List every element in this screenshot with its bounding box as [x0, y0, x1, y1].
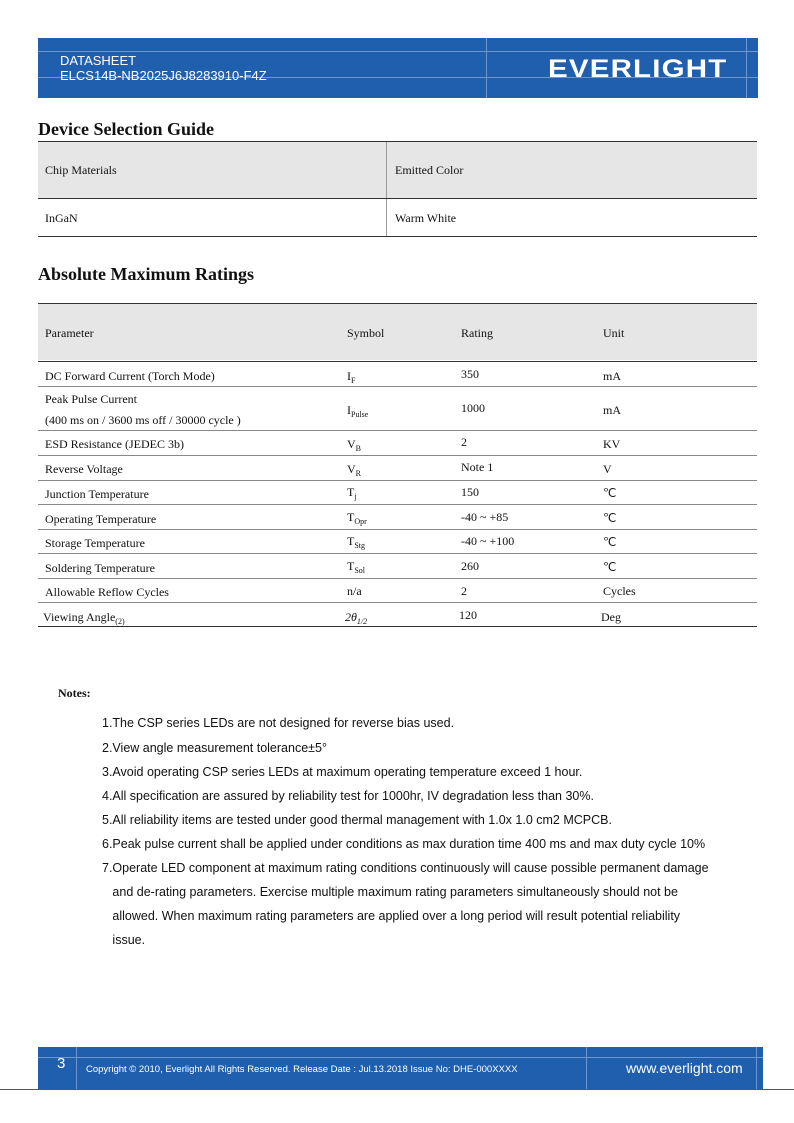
param-cell: ESD Resistance (JEDEC 3b) — [45, 437, 184, 451]
table-rule — [38, 236, 757, 237]
table-rule — [38, 198, 757, 199]
param-cell: Reverse Voltage — [45, 462, 123, 476]
note-item: allowed. When maximum rating parameters are applied over a long period will result potential reliability — [102, 909, 681, 923]
unit-cell: Deg — [601, 610, 621, 624]
param-cell-detail: (400 ms on / 3600 ms off / 30000 cycle ) — [45, 413, 241, 427]
unit-cell: mA — [603, 369, 621, 383]
row-rule — [38, 602, 757, 603]
unit-cell: ℃ — [603, 486, 617, 500]
emitted-color-value: Warm White — [395, 211, 457, 225]
rating-cell: 2 — [461, 435, 467, 449]
unit-cell: ℃ — [603, 511, 617, 525]
section-title-ratings: Absolute Maximum Ratings — [38, 264, 255, 284]
param-cell: Storage Temperature — [45, 536, 145, 550]
unit-cell: ℃ — [603, 535, 617, 549]
symbol-cell: $T_{Sol}$ — [347, 559, 366, 575]
param-cell: Allowable Reflow Cycles — [45, 585, 169, 599]
unit-cell: ℃ — [603, 560, 617, 574]
doc-type: DATASHEET — [60, 53, 137, 68]
note-item: 7.Operate LED component at maximum rating conditions continuously will cause possible permanent damage — [102, 861, 709, 875]
chip-material-value: InGaN — [45, 211, 78, 225]
row-rule — [38, 578, 757, 579]
header-divider — [486, 38, 487, 98]
row-rule — [38, 553, 757, 554]
note-item: 3.Avoid operating CSP series LEDs at maximum operating temperature exceed 1 hour. — [102, 765, 583, 779]
symbol-cell: $2\theta_{1/2}$ — [345, 610, 368, 626]
unit-cell: Cycles — [603, 584, 636, 598]
notes-title: Notes: — [58, 686, 91, 700]
rating-cell: 150 — [461, 485, 479, 499]
header-chip-materials: Chip Materials — [45, 163, 117, 177]
rating-cell: -40 ~ +100 — [461, 534, 515, 548]
unit-cell: KV — [603, 437, 621, 451]
footer-divider — [586, 1047, 587, 1089]
symbol-cell: $I_{Pulse}$ — [347, 403, 369, 419]
copyright-text: Copyright © 2010, Everlight All Rights Reserved. Release Date : Jul.13.2018 Issue No: DHE-000XXXX — [86, 1064, 518, 1075]
header-line — [38, 51, 758, 52]
unit-cell: V — [603, 462, 612, 476]
header-parameter: Parameter — [45, 326, 94, 340]
rating-cell: 2 — [461, 584, 467, 598]
param-cell: DC Forward Current (Torch Mode) — [45, 369, 215, 383]
param-cell: Operating Temperature — [45, 512, 157, 526]
brand-logo: EVERLIGHT — [548, 55, 728, 83]
param-cell: Viewing Angle$_{(2)}$ — [43, 610, 125, 626]
footer-line — [38, 1057, 763, 1058]
part-number: ELCS14B-NB2025J6J8283910-F4Z — [60, 68, 267, 83]
note-item: 4.All specification are assured by reliability test for 1000hr, IV degradation less than 30%. — [102, 789, 594, 803]
note-item: 2.View angle measurement tolerance±5° — [102, 741, 327, 755]
row-rule — [38, 430, 757, 431]
note-item: 1.The CSP series LEDs are not designed for reverse bias used. — [102, 716, 455, 730]
header-rating: Rating — [461, 326, 493, 340]
symbol-cell: $V_B$ — [347, 437, 362, 453]
rating-cell: Note 1 — [461, 460, 494, 474]
footer-divider — [756, 1047, 757, 1089]
note-item: 6.Peak pulse current shall be applied under conditions as max duration time 400 ms and max duty cycle 10% — [102, 837, 706, 851]
symbol-cell: $T_{Opr}$ — [347, 510, 367, 526]
symbol-cell: $I_F$ — [347, 369, 356, 385]
header-divider — [746, 38, 747, 98]
unit-cell: mA — [603, 403, 621, 417]
symbol-cell: n/a — [347, 584, 362, 598]
table-rule — [38, 361, 757, 362]
page-header — [38, 38, 758, 98]
rating-cell: 260 — [461, 559, 479, 573]
symbol-cell: $T_j$ — [347, 485, 357, 501]
note-item: and de-rating parameters. Exercise multiple maximum rating parameters simultaneously should not be — [102, 885, 678, 899]
symbol-cell: $V_R$ — [347, 462, 362, 478]
page-footer — [38, 1047, 763, 1089]
table-rule — [38, 626, 757, 627]
row-rule — [38, 386, 757, 387]
page-number: 3 — [57, 1055, 66, 1072]
header-unit: Unit — [603, 326, 625, 340]
table-header-bg — [38, 304, 757, 360]
row-rule — [38, 529, 757, 530]
rating-cell: -40 ~ +85 — [461, 510, 509, 524]
note-item: issue. — [102, 933, 146, 947]
note-item: 5.All reliability items are tested under good thermal management with 1.0x 1.0 cm2 MCPCB. — [102, 813, 612, 827]
section-title-selection: Device Selection Guide — [38, 119, 214, 139]
page-bottom-rule — [0, 1089, 794, 1090]
header-emitted-color: Emitted Color — [395, 163, 464, 177]
param-cell: Soldering Temperature — [45, 561, 155, 575]
param-cell: Junction Temperature — [45, 487, 149, 501]
row-rule — [38, 504, 757, 505]
website-link[interactable]: www.everlight.com — [626, 1060, 743, 1076]
row-rule — [38, 480, 757, 481]
rating-cell: 120 — [459, 608, 477, 622]
header-symbol: Symbol — [347, 326, 385, 340]
rating-cell: 1000 — [461, 401, 485, 415]
rating-cell: 350 — [461, 367, 479, 381]
column-divider — [386, 142, 387, 236]
param-cell: Peak Pulse Current — [45, 392, 137, 406]
row-rule — [38, 455, 757, 456]
symbol-cell: $T_{Stg}$ — [347, 534, 366, 550]
footer-divider — [76, 1047, 77, 1089]
